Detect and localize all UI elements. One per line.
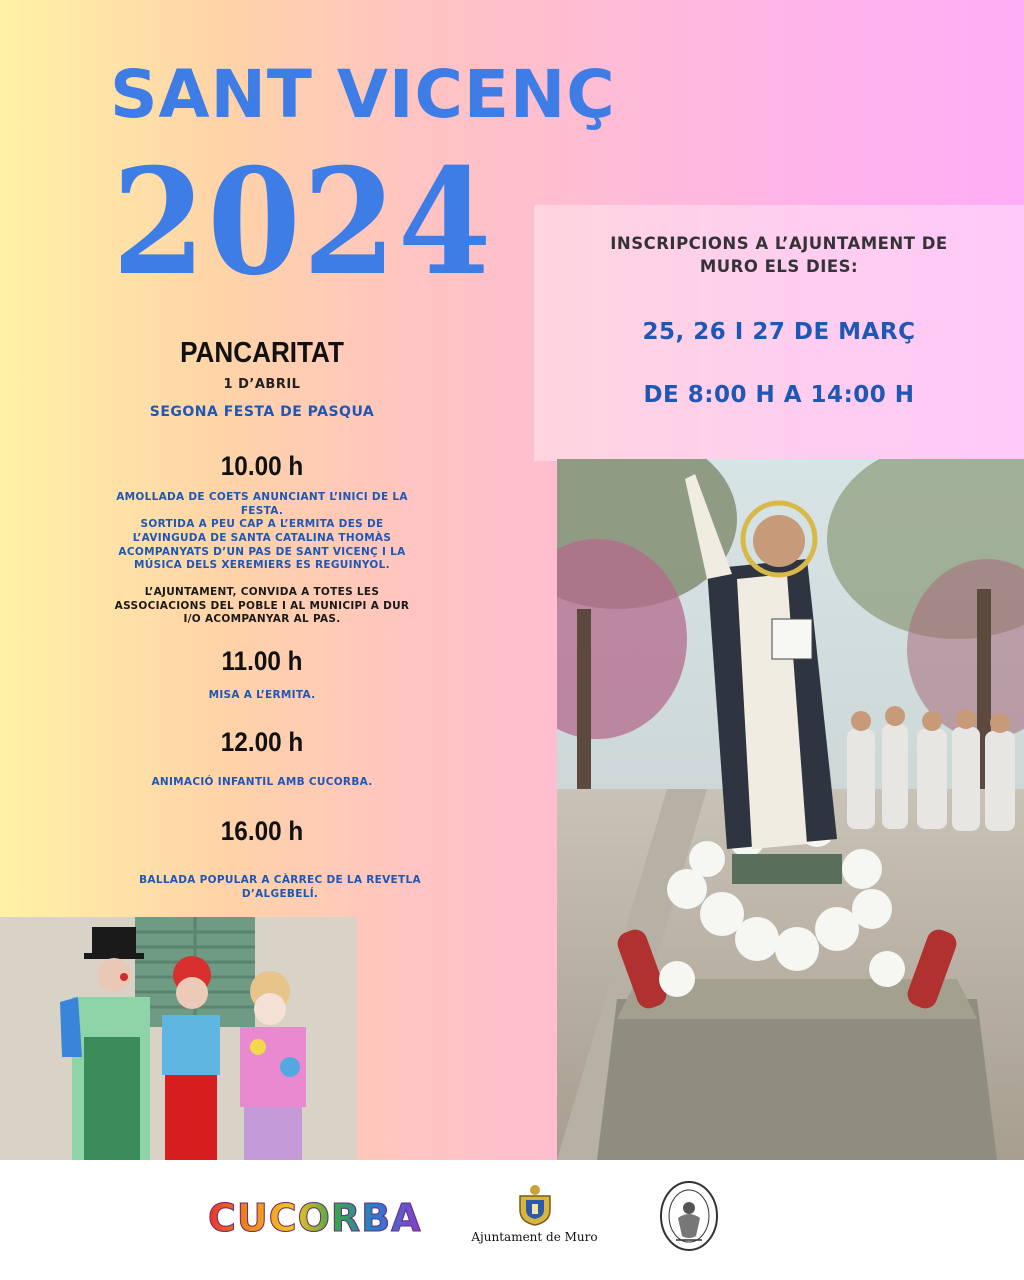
event-time-1: 10.00 h (220, 451, 304, 481)
statue-photo (557, 459, 1024, 1160)
program-name: PANCARITAT (180, 337, 344, 369)
event-1-line: SORTIDA A PEU CAP A L’ERMITA DES DE (140, 518, 384, 531)
clowns-photo (0, 917, 357, 1160)
event-1-note-line: ASSOCIACIONS DEL POBLE I AL MUNICIPI A DUR (114, 599, 410, 612)
program-subtitle: SEGONA FESTA DE PASQUA (149, 404, 375, 420)
muro-crest-icon (516, 1184, 554, 1226)
footer (0, 1160, 1024, 1280)
event-time-4: 16.00 h (220, 816, 304, 846)
ajuntament-logo (462, 1184, 607, 1254)
event-4-line: D’ALGEBELÍ. (241, 887, 319, 900)
event-description-2: MISA A L’ERMITA. (208, 689, 316, 701)
registration-heading-line2: MURO ELS DIES: (699, 257, 859, 277)
event-note-1 (100, 586, 424, 627)
event-time-3: 12.00 h (220, 727, 304, 757)
registration-hours: DE 8:00 H A 14:00 H (643, 382, 915, 408)
registration-dates: 25, 26 I 27 DE MARÇ (642, 319, 916, 345)
clowns-photo-illustration (0, 917, 357, 1160)
cucorba-logo (208, 1192, 438, 1244)
poster-title: SANT VICENÇ (110, 56, 616, 133)
event-description-3: ANIMACIÓ INFANTIL AMB CUCORBA. (151, 776, 373, 788)
program-date: 1 D’ABRIL (223, 377, 301, 392)
revetla-seal-icon (658, 1178, 720, 1258)
event-description-1 (100, 491, 424, 573)
poster-year: 2024 (112, 137, 494, 308)
event-1-line: ACOMPANYATS D’UN PAS DE SANT VICENÇ I LA (118, 545, 406, 558)
ajuntament-label: Ajuntament de Muro (471, 1230, 598, 1244)
revetla-logo (658, 1178, 720, 1258)
cucorba-logo-text: CUCORBA (208, 1196, 422, 1240)
event-1-note-line: L’AJUNTAMENT, CONVIDA A TOTES LES (144, 586, 380, 598)
registration-heading-line1: INSCRIPCIONS A L’AJUNTAMENT DE (610, 234, 948, 253)
registration-box (534, 205, 1024, 461)
event-1-note-line: I/O ACOMPANYAR AL PAS. (183, 613, 341, 626)
event-time-2: 11.00 h (221, 646, 303, 676)
event-1-line: L’AVINGUDA DE SANTA CATALINA THOMÀS (132, 531, 392, 544)
event-description-4 (130, 874, 430, 901)
event-1-line: AMOLLADA DE COETS ANUNCIANT L’INICI DE LA (116, 491, 408, 503)
event-1-line: MÚSICA DELS XEREMIERS ES REGUINYOL. (134, 559, 390, 572)
event-1-line: FESTA. (240, 504, 284, 517)
statue-photo-illustration (557, 459, 1024, 1160)
event-4-line: BALLADA POPULAR A CÀRREC DE LA REVETLA (139, 874, 421, 886)
registration-heading (534, 232, 1024, 278)
